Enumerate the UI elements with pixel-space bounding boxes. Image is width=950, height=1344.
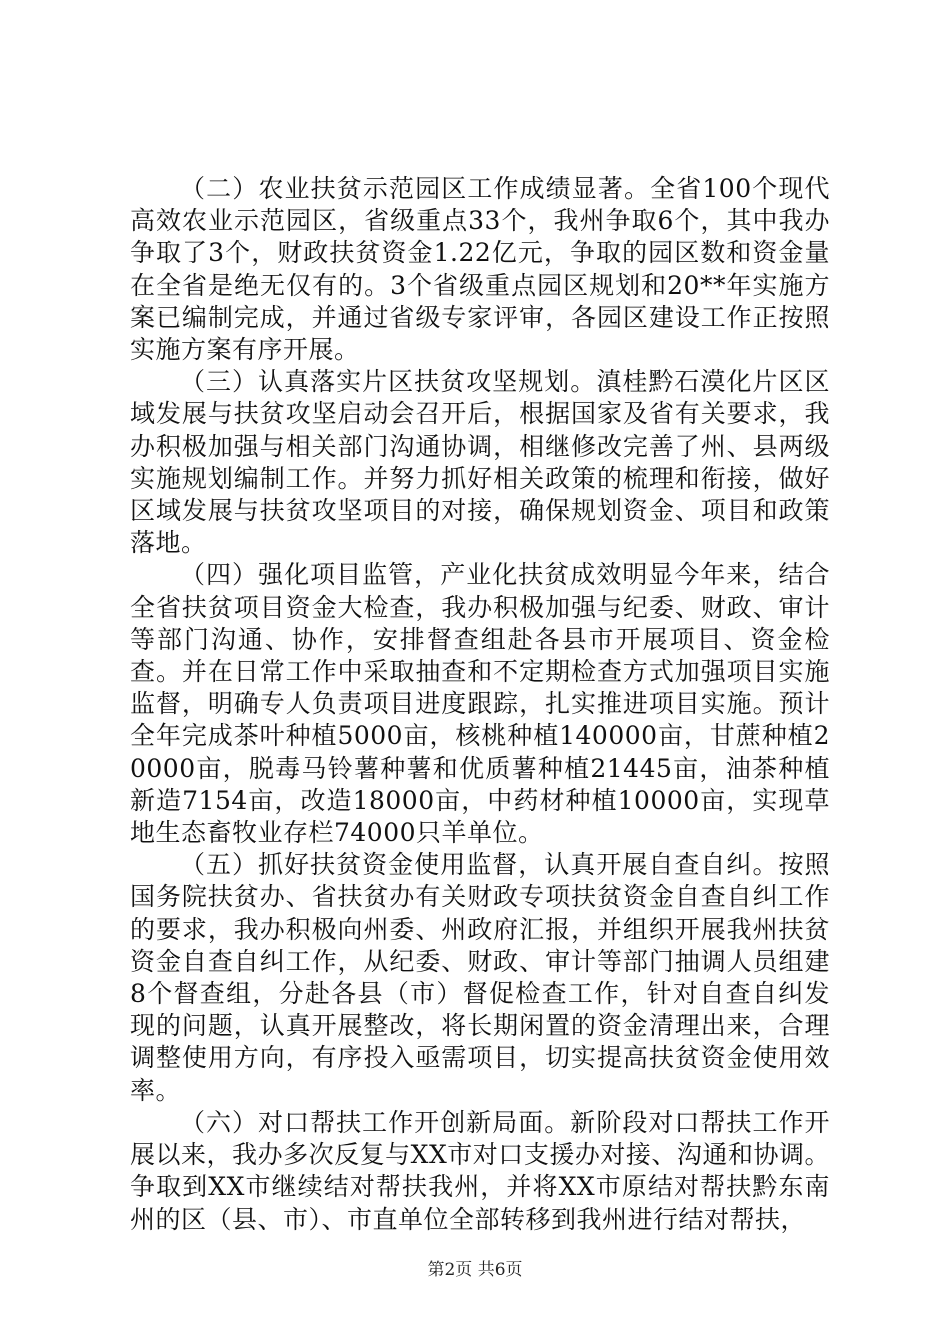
paragraph-project-supervision: （四）强化项目监管，产业化扶贫成效明显今年来，结合全省扶贫项目资金大检查，我办积极加强与纪委、财政、审计等部门沟通、协作，安排督查组赴各县市开展项目、资金检查。并在日常工作中采取抽查和不定期检查方式加强项目实施监督，明确专人负责项目进度跟踪，扎实推进项目实施。预计全年完成茶叶种植5000亩，核桃种植140000亩，甘蔗种植20000亩，脱毒马铃薯种薯和优质薯种植21445亩，油茶种植新造7154亩，改造18000亩，中药材种植10000亩，实现草地生态畜牧业存栏74000只羊单位。	[130, 560, 830, 848]
paragraph-agriculture-park: （二）农业扶贫示范园区工作成绩显著。全省100个现代高效农业示范园区，省级重点33个，我州争取6个，其中我办争取了3个，财政扶贫资金1.22亿元，争取的园区数和资金量在全省是绝无仅有的。3个省级重点园区规划和20**年实施方案已编制完成，并通过省级专家评审，各园区建设工作正按照实施方案有序开展。	[130, 174, 830, 365]
paragraph-regional-plan: （三）认真落实片区扶贫攻坚规划。滇桂黔石漠化片区区域发展与扶贫攻坚启动会召开后，根据国家及省有关要求，我办积极加强与相关部门沟通协调，相继修改完善了州、县两级实施规划编制工作。并努力抓好相关政策的梳理和衔接，做好区域发展与扶贫攻坚项目的对接，确保规划资金、项目和政策落地。	[130, 367, 830, 558]
page-number-footer: 第2页 共6页	[427, 1260, 523, 1280]
paragraph-fund-supervision: （五）抓好扶贫资金使用监督，认真开展自查自纠。按照国务院扶贫办、省扶贫办有关财政专项扶贫资金自查自纠工作的要求，我办积极向州委、州政府汇报，并组织开展我州扶贫资金自查自纠工作，从纪委、财政、审计等部门抽调人员组建8个督查组，分赴各县（市）督促检查工作，针对自查自纠发现的问题，认真开展整改，将长期闲置的资金清理出来，合理调整使用方向，有序投入亟需项目，切实提高扶贫资金使用效率。	[130, 850, 830, 1105]
document-body	[130, 173, 830, 1236]
paragraph-paired-assistance: （六）对口帮扶工作开创新局面。新阶段对口帮扶工作开展以来，我办多次反复与XX市对口支援办对接、沟通和协调。争取到XX市继续结对帮扶我州，并将XX市原结对帮扶黔东南州的区（县、市）、市直单位全部转移到我州进行结对帮扶，	[130, 1107, 830, 1234]
